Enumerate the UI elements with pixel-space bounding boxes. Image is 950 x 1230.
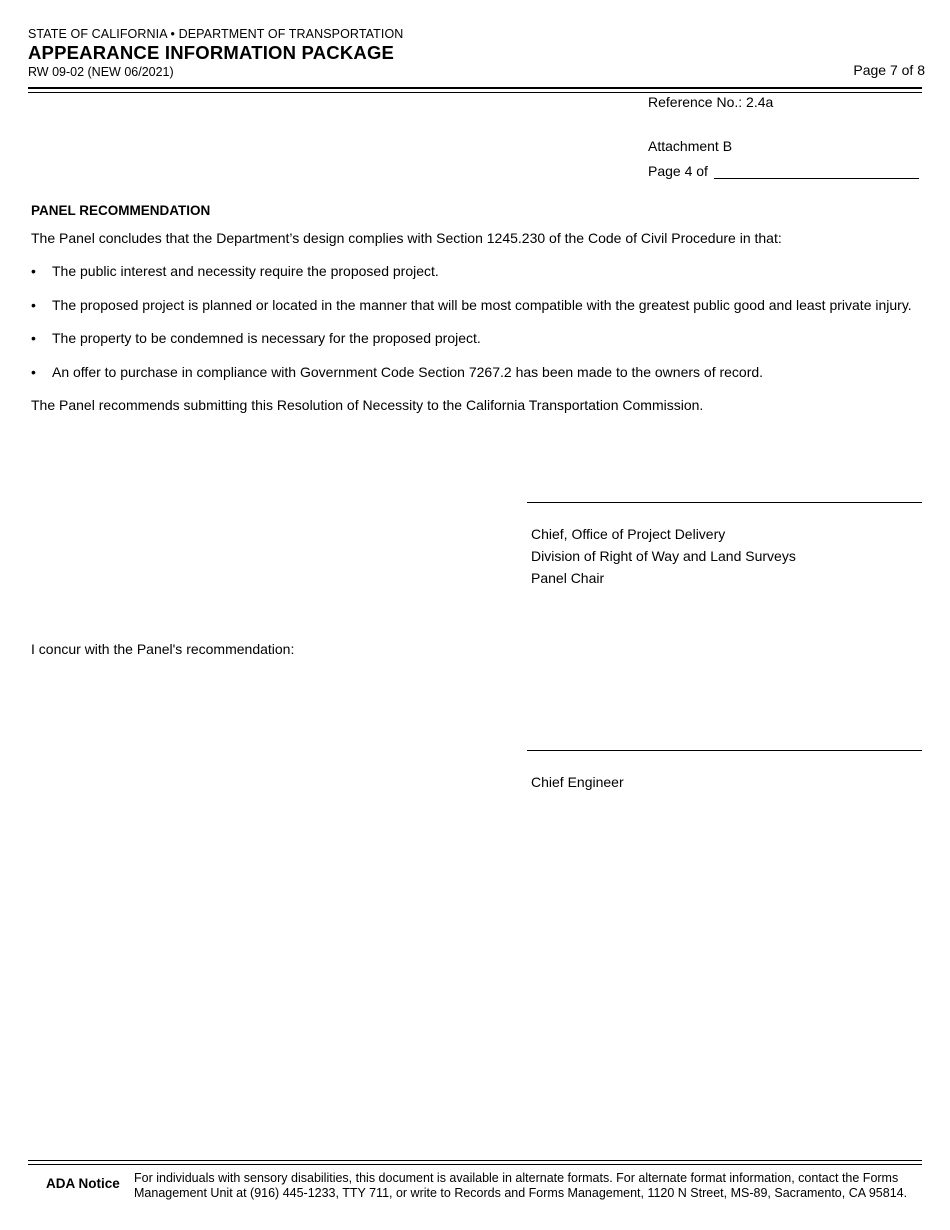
form-number: RW 09-02 (NEW 06/2021) <box>28 65 174 79</box>
bullet-public-interest: The public interest and necessity require the proposed project. <box>52 263 439 279</box>
ada-notice-label: ADA Notice <box>46 1176 120 1191</box>
agency-line: STATE OF CALIFORNIA • DEPARTMENT OF TRANSPORTATION <box>28 27 404 41</box>
header-divider-thin <box>28 92 922 93</box>
panel-chair-title-line3: Panel Chair <box>531 570 605 586</box>
ada-notice-text: For individuals with sensory disabilities, this document is available in alternate formats. For alternate format information, contact the Forms Management Unit at (916) 445-1233, TTY 711, or write to Records and Forms Management, 1120 N Street, MS-89, Sacramento, CA 95814. <box>134 1171 908 1200</box>
concur-statement: I concur with the Panel's recommendation: <box>31 641 295 657</box>
reference-number: Reference No.: 2.4a <box>648 94 774 110</box>
attachment-label: Attachment B <box>648 138 733 154</box>
page-indicator: Page 7 of 8 <box>853 62 925 78</box>
panel-chair-title-line2: Division of Right of Way and Land Surveys <box>531 548 796 564</box>
section-heading: PANEL RECOMMENDATION <box>31 203 211 218</box>
panel-chair-title-line1: Chief, Office of Project Delivery <box>531 526 726 542</box>
bullet-marker: • <box>31 364 36 380</box>
page-of-label: Page 4 of <box>648 163 708 179</box>
bullet-property-necessary: The property to be condemned is necessary for the proposed project. <box>52 330 481 346</box>
panel-chair-signature-line[interactable] <box>527 502 922 503</box>
header-divider-thick <box>28 87 922 89</box>
bullet-compatible-location: The proposed project is planned or located in the manner that will be most compatible with the greatest public good and least private injury. <box>52 297 912 313</box>
footer-divider-top <box>28 1160 922 1161</box>
intro-paragraph: The Panel concludes that the Department’s design complies with Section 1245.230 of the Code of Civil Procedure in that: <box>31 230 782 246</box>
bullet-marker: • <box>31 297 36 313</box>
recommendation-paragraph: The Panel recommends submitting this Resolution of Necessity to the California Transportation Commission. <box>31 397 704 413</box>
bullet-marker: • <box>31 330 36 346</box>
page-total-field[interactable] <box>714 178 919 179</box>
bullet-offer-to-purchase: An offer to purchase in compliance with Government Code Section 7267.2 has been made to the owners of record. <box>52 364 764 380</box>
bullet-marker: • <box>31 263 36 279</box>
chief-engineer-title: Chief Engineer <box>531 774 624 790</box>
form-title: APPEARANCE INFORMATION PACKAGE <box>28 42 395 63</box>
footer-divider-bottom <box>28 1164 922 1165</box>
chief-engineer-signature-line[interactable] <box>527 750 922 751</box>
